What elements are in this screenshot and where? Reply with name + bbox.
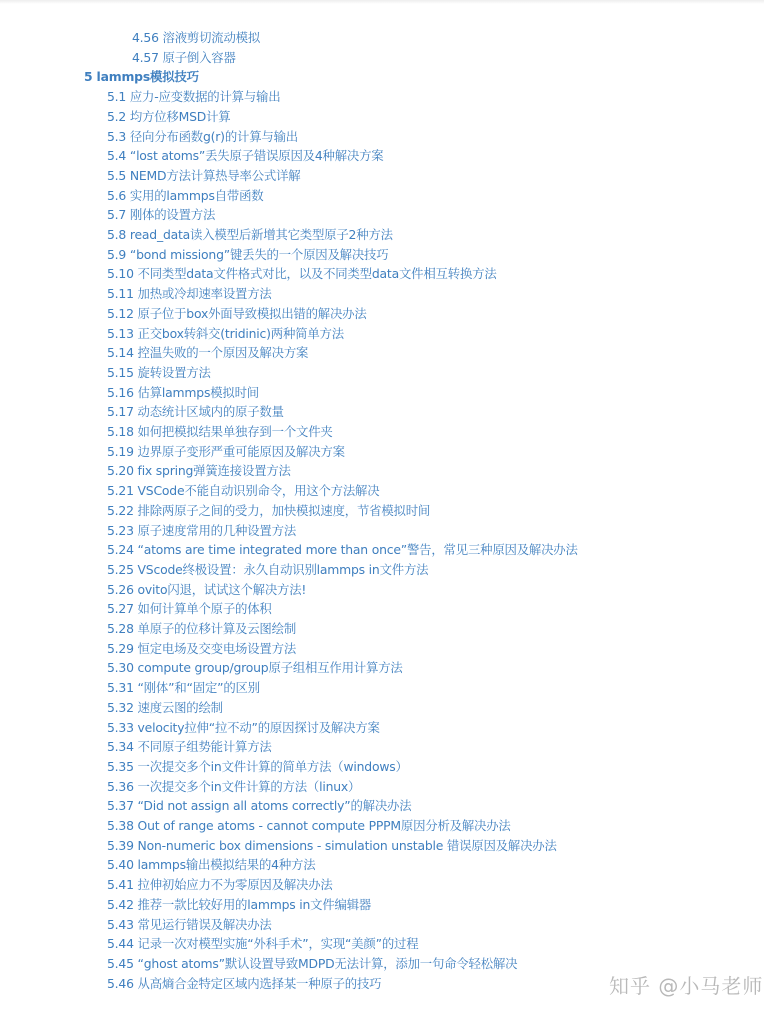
toc-section-link[interactable]: 5.29 恒定电场及交变电场设置方法 [107, 640, 297, 656]
toc-section-link[interactable]: 4.57 原子倒入容器 [132, 49, 236, 65]
toc-section-link[interactable]: 5.24 “atoms are time integrated more than once”警告，常见三种原因及解决办法 [107, 542, 578, 558]
toc-section-link[interactable]: 5.1 应力-应变数据的计算与输出 [107, 89, 281, 105]
toc-section-link[interactable]: 5.6 实用的lammps自带函数 [107, 187, 264, 203]
toc-section-link[interactable]: 5.25 VScode终极设置：永久自动识别lammps in文件方法 [107, 561, 429, 577]
toc-section-link[interactable]: 5.7 刚体的设置方法 [107, 207, 216, 223]
toc-section-link[interactable]: 5.5 NEMD方法计算热导率公式详解 [107, 167, 301, 183]
toc-section-link[interactable]: 5.2 均方位移MSD计算 [107, 108, 231, 124]
toc-section-link[interactable]: 5.4 “lost atoms”丢失原子错误原因及4种解决方案 [107, 148, 384, 164]
toc-section-link[interactable]: 5.14 控温失败的一个原因及解决方案 [107, 345, 309, 361]
toc-section-link[interactable]: 5.12 原子位于box外面导致模拟出错的解决办法 [107, 305, 367, 321]
toc-section-link[interactable]: 5.28 单原子的位移计算及云图绘制 [107, 621, 297, 636]
top-edge [0, 0, 764, 4]
toc-section-link[interactable]: 4.56 溶液剪切流动模拟 [132, 30, 261, 45]
toc-section-link[interactable]: 5.9 “bond missiong”键丢失的一个原因及解决技巧 [107, 246, 389, 262]
toc-section-link[interactable]: 5.21 VSCode不能自动识别命令，用这个方法解决 [107, 483, 380, 499]
toc-chapter-link[interactable]: 5 lammps模拟技巧 [84, 69, 199, 85]
toc-section-link[interactable]: 5.40 lammps输出模拟结果的4种方法 [107, 857, 316, 873]
toc-section-link[interactable]: 5.33 velocity拉伸“拉不动”的原因探讨及解决方案 [107, 719, 380, 735]
toc-section-link[interactable]: 5.39 Non-numeric box dimensions - simulation unstable 错误原因及解决办法 [107, 837, 557, 853]
toc-section-link[interactable]: 5.13 正交box转斜交(tridinic)两种简单方法 [107, 325, 344, 341]
toc-section-link[interactable]: 5.43 常见运行错误及解决办法 [107, 916, 272, 932]
toc-section-link[interactable]: 5.31 “刚体”和“固定”的区别 [107, 680, 260, 696]
toc-section-link[interactable]: 5.27 如何计算单个原子的体积 [107, 601, 272, 617]
toc-section-link[interactable]: 5.22 排除两原子之间的受力，加快模拟速度，节省模拟时间 [107, 502, 431, 518]
toc-section-link[interactable]: 5.36 一次提交多个in文件计算的方法（linux） [107, 778, 361, 794]
toc-section-link[interactable]: 5.32 速度云图的绘制 [107, 699, 223, 715]
toc-section-link[interactable]: 5.37 “Did not assign all atoms correctly”的解决办法 [107, 798, 412, 814]
toc-section-link[interactable]: 5.3 径向分布函数g(r)的计算与输出 [107, 128, 298, 144]
toc-section-link[interactable]: 5.42 推荐一款比较好用的lammps in文件编辑器 [107, 896, 372, 912]
toc-section-link[interactable]: 5.44 记录一次对模型实施“外科手术”，实现“美颜”的过程 [107, 936, 419, 952]
toc-section-link[interactable]: 5.20 fix spring弹簧连接设置方法 [107, 463, 291, 479]
toc-section-link[interactable]: 5.38 Out of range atoms - cannot compute PPPM原因分析及解决办法 [107, 818, 511, 833]
toc-section-link[interactable]: 5.46 从高熵合金特定区域内选择某一种原子的技巧 [107, 975, 382, 991]
toc-section-link[interactable]: 5.41 拉伸初始应力不为零原因及解决办法 [107, 877, 333, 893]
toc-section-link[interactable]: 5.15 旋转设置方法 [107, 364, 211, 380]
toc-section-link[interactable]: 5.26 ovito闪退，试试这个解决方法! [107, 581, 307, 597]
toc-section-link[interactable]: 5.11 加热或冷却速率设置方法 [107, 286, 272, 302]
toc-section-link[interactable]: 5.10 不同类型data文件格式对比，以及不同类型data文件相互转换方法 [107, 266, 497, 282]
toc-section-link[interactable]: 5.16 估算lammps模拟时间 [107, 384, 259, 400]
watermark: 知乎 @小马老师 [609, 974, 764, 998]
toc-section-link[interactable]: 5.19 边界原子变形严重可能原因及解决方案 [107, 443, 345, 459]
toc-section-link[interactable]: 5.34 不同原子组势能计算方法 [107, 739, 272, 755]
toc-section-link[interactable]: 5.35 一次提交多个in文件计算的简单方法（windows） [107, 758, 408, 774]
toc-section-link[interactable]: 5.30 compute group/group原子组相互作用计算方法 [107, 660, 403, 676]
toc-section-link[interactable]: 5.8 read_data读入模型后新增其它类型原子2种方法 [107, 227, 393, 242]
toc-section-link[interactable]: 5.23 原子速度常用的几种设置方法 [107, 522, 297, 538]
toc-section-link[interactable]: 5.17 动态统计区域内的原子数量 [107, 404, 284, 420]
toc-section-link[interactable]: 5.45 “ghost atoms”默认设置导致MDPD无法计算，添加一句命令轻松解决 [107, 955, 518, 971]
toc-section-link[interactable]: 5.18 如何把模拟结果单独存到一个文件夹 [107, 424, 333, 439]
